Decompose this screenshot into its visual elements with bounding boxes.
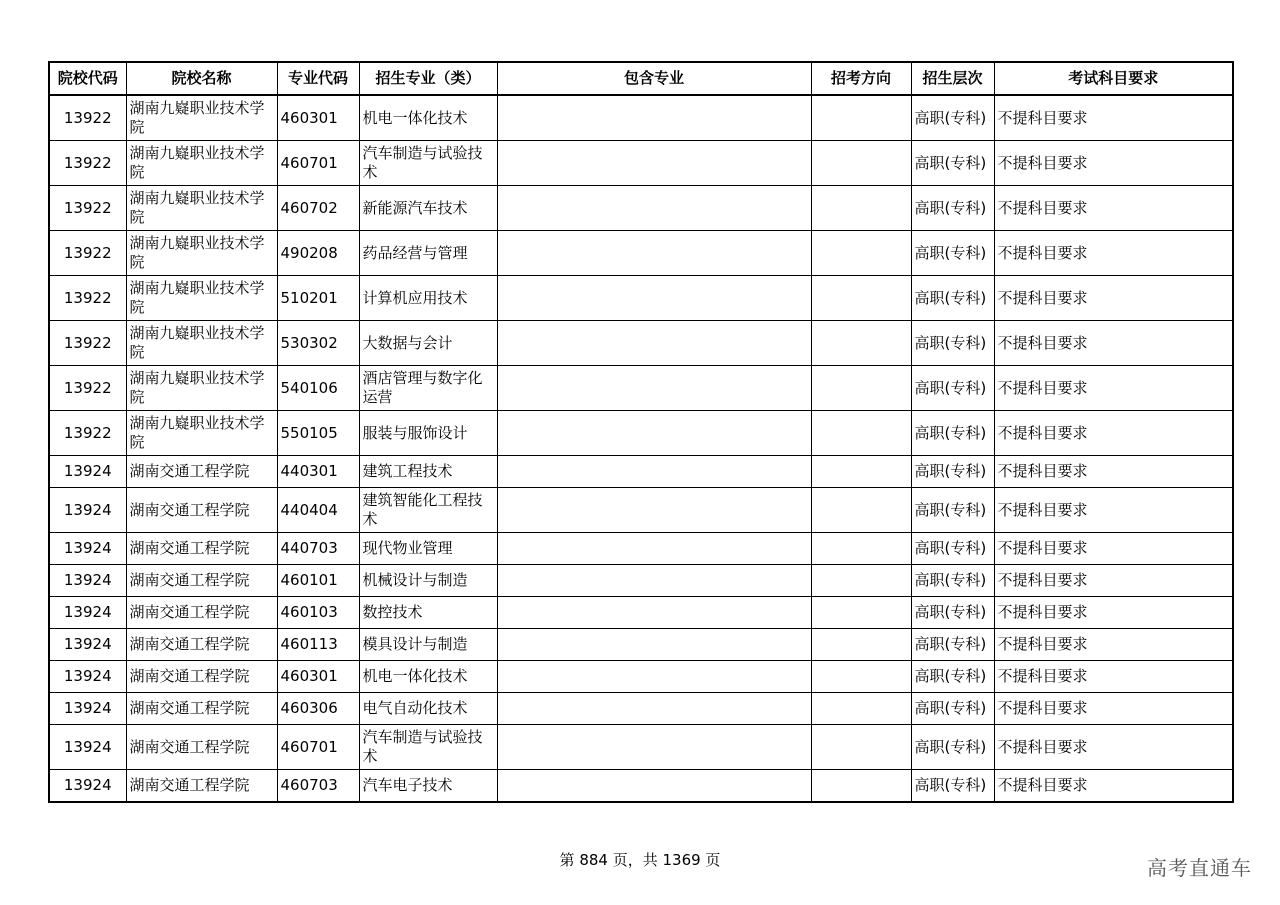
- cell-major: 服装与服饰设计: [359, 411, 497, 456]
- cell-direction: [811, 725, 911, 770]
- cell-requirement: 不提科目要求: [994, 186, 1233, 231]
- cell-major-code: 460301: [277, 95, 359, 141]
- page-footer: 第 884 页，共 1369 页: [559, 851, 721, 869]
- cell-included-majors: [497, 661, 811, 693]
- header-direction: 招考方向: [811, 62, 911, 95]
- cell-school-code: 13922: [49, 276, 126, 321]
- table-row: [49, 366, 1233, 411]
- watermark: 高考直通车: [1147, 856, 1252, 880]
- header-school-code: 院校代码: [49, 62, 126, 95]
- cell-school-name: 湖南九嶷职业技术学院: [126, 141, 277, 186]
- cell-level: 高职(专科): [911, 276, 994, 321]
- cell-direction: [811, 629, 911, 661]
- cell-level: 高职(专科): [911, 488, 994, 533]
- cell-school-code: 13924: [49, 565, 126, 597]
- cell-major-code: 510201: [277, 276, 359, 321]
- cell-direction: [811, 231, 911, 276]
- table-row: [49, 725, 1233, 770]
- cell-requirement: 不提科目要求: [994, 411, 1233, 456]
- table-row: [49, 770, 1233, 803]
- cell-included-majors: [497, 565, 811, 597]
- cell-level: 高职(专科): [911, 141, 994, 186]
- cell-school-code: 13924: [49, 693, 126, 725]
- cell-requirement: 不提科目要求: [994, 321, 1233, 366]
- cell-major-code: 460703: [277, 770, 359, 803]
- cell-major: 数控技术: [359, 597, 497, 629]
- cell-major-code: 460701: [277, 141, 359, 186]
- cell-requirement: 不提科目要求: [994, 141, 1233, 186]
- cell-included-majors: [497, 366, 811, 411]
- cell-major-code: 460306: [277, 693, 359, 725]
- cell-requirement: 不提科目要求: [994, 456, 1233, 488]
- cell-major: 大数据与会计: [359, 321, 497, 366]
- cell-requirement: 不提科目要求: [994, 366, 1233, 411]
- cell-school-code: 13922: [49, 141, 126, 186]
- table-row: [49, 276, 1233, 321]
- cell-level: 高职(专科): [911, 533, 994, 565]
- cell-included-majors: [497, 276, 811, 321]
- table-body: [49, 95, 1233, 802]
- cell-included-majors: [497, 95, 811, 141]
- header-level: 招生层次: [911, 62, 994, 95]
- cell-school-name: 湖南交通工程学院: [126, 770, 277, 803]
- cell-school-name: 湖南交通工程学院: [126, 661, 277, 693]
- cell-included-majors: [497, 456, 811, 488]
- header-included-majors: 包含专业: [497, 62, 811, 95]
- cell-requirement: 不提科目要求: [994, 231, 1233, 276]
- cell-requirement: 不提科目要求: [994, 533, 1233, 565]
- cell-direction: [811, 366, 911, 411]
- cell-major: 酒店管理与数字化运营: [359, 366, 497, 411]
- cell-major: 计算机应用技术: [359, 276, 497, 321]
- cell-included-majors: [497, 629, 811, 661]
- cell-school-name: 湖南交通工程学院: [126, 565, 277, 597]
- cell-level: 高职(专科): [911, 321, 994, 366]
- table-row: [49, 321, 1233, 366]
- cell-direction: [811, 533, 911, 565]
- cell-major: 现代物业管理: [359, 533, 497, 565]
- cell-school-code: 13922: [49, 366, 126, 411]
- header-major: 招生专业（类）: [359, 62, 497, 95]
- cell-major: 机械设计与制造: [359, 565, 497, 597]
- cell-direction: [811, 321, 911, 366]
- cell-school-code: 13922: [49, 186, 126, 231]
- cell-school-name: 湖南九嶷职业技术学院: [126, 231, 277, 276]
- cell-school-code: 13924: [49, 488, 126, 533]
- cell-school-code: 13922: [49, 95, 126, 141]
- cell-requirement: 不提科目要求: [994, 661, 1233, 693]
- cell-included-majors: [497, 770, 811, 803]
- cell-major-code: 490208: [277, 231, 359, 276]
- cell-direction: [811, 597, 911, 629]
- header-school-name: 院校名称: [126, 62, 277, 95]
- cell-school-code: 13924: [49, 629, 126, 661]
- cell-direction: [811, 186, 911, 231]
- cell-school-code: 13922: [49, 411, 126, 456]
- cell-school-name: 湖南九嶷职业技术学院: [126, 95, 277, 141]
- cell-major-code: 550105: [277, 411, 359, 456]
- cell-included-majors: [497, 186, 811, 231]
- table-row: [49, 456, 1233, 488]
- cell-school-name: 湖南九嶷职业技术学院: [126, 366, 277, 411]
- cell-requirement: 不提科目要求: [994, 693, 1233, 725]
- cell-school-name: 湖南交通工程学院: [126, 725, 277, 770]
- cell-major: 新能源汽车技术: [359, 186, 497, 231]
- cell-major: 建筑智能化工程技术: [359, 488, 497, 533]
- cell-level: 高职(专科): [911, 231, 994, 276]
- cell-direction: [811, 693, 911, 725]
- cell-school-name: 湖南九嶷职业技术学院: [126, 411, 277, 456]
- cell-included-majors: [497, 597, 811, 629]
- cell-level: 高职(专科): [911, 95, 994, 141]
- cell-school-name: 湖南交通工程学院: [126, 693, 277, 725]
- cell-school-name: 湖南交通工程学院: [126, 533, 277, 565]
- cell-requirement: 不提科目要求: [994, 488, 1233, 533]
- cell-included-majors: [497, 533, 811, 565]
- cell-direction: [811, 95, 911, 141]
- cell-school-code: 13922: [49, 321, 126, 366]
- cell-included-majors: [497, 488, 811, 533]
- cell-major-code: 440301: [277, 456, 359, 488]
- cell-major-code: 460113: [277, 629, 359, 661]
- cell-major-code: 530302: [277, 321, 359, 366]
- cell-requirement: 不提科目要求: [994, 565, 1233, 597]
- cell-direction: [811, 661, 911, 693]
- cell-level: 高职(专科): [911, 770, 994, 803]
- cell-direction: [811, 456, 911, 488]
- cell-major-code: 460103: [277, 597, 359, 629]
- cell-major: 模具设计与制造: [359, 629, 497, 661]
- table-row: [49, 411, 1233, 456]
- table-row: [49, 693, 1233, 725]
- cell-level: 高职(专科): [911, 456, 994, 488]
- cell-school-name: 湖南九嶷职业技术学院: [126, 276, 277, 321]
- cell-direction: [811, 141, 911, 186]
- table-row: [49, 661, 1233, 693]
- cell-level: 高职(专科): [911, 661, 994, 693]
- cell-requirement: 不提科目要求: [994, 597, 1233, 629]
- table-row: [49, 488, 1233, 533]
- cell-included-majors: [497, 725, 811, 770]
- cell-school-code: 13924: [49, 770, 126, 803]
- cell-direction: [811, 411, 911, 456]
- cell-school-name: 湖南交通工程学院: [126, 597, 277, 629]
- cell-included-majors: [497, 141, 811, 186]
- cell-requirement: 不提科目要求: [994, 770, 1233, 803]
- table-row: [49, 141, 1233, 186]
- cell-school-name: 湖南九嶷职业技术学院: [126, 186, 277, 231]
- cell-major: 汽车电子技术: [359, 770, 497, 803]
- cell-major-code: 460101: [277, 565, 359, 597]
- cell-school-code: 13924: [49, 533, 126, 565]
- cell-major: 药品经营与管理: [359, 231, 497, 276]
- cell-major: 建筑工程技术: [359, 456, 497, 488]
- cell-school-name: 湖南交通工程学院: [126, 488, 277, 533]
- cell-requirement: 不提科目要求: [994, 95, 1233, 141]
- cell-major-code: 440703: [277, 533, 359, 565]
- cell-level: 高职(专科): [911, 565, 994, 597]
- cell-level: 高职(专科): [911, 693, 994, 725]
- cell-major-code: 540106: [277, 366, 359, 411]
- cell-direction: [811, 770, 911, 803]
- cell-direction: [811, 565, 911, 597]
- cell-direction: [811, 276, 911, 321]
- cell-major-code: 460702: [277, 186, 359, 231]
- cell-included-majors: [497, 411, 811, 456]
- cell-major: 汽车制造与试验技术: [359, 725, 497, 770]
- header-requirement: 考试科目要求: [994, 62, 1233, 95]
- cell-school-code: 13924: [49, 661, 126, 693]
- cell-level: 高职(专科): [911, 629, 994, 661]
- cell-major-code: 440404: [277, 488, 359, 533]
- cell-included-majors: [497, 693, 811, 725]
- header-major-code: 专业代码: [277, 62, 359, 95]
- cell-requirement: 不提科目要求: [994, 725, 1233, 770]
- cell-school-code: 13924: [49, 597, 126, 629]
- header-row: [49, 62, 1233, 95]
- admission-table: [48, 61, 1234, 803]
- cell-major: 机电一体化技术: [359, 95, 497, 141]
- cell-requirement: 不提科目要求: [994, 629, 1233, 661]
- cell-direction: [811, 488, 911, 533]
- cell-level: 高职(专科): [911, 597, 994, 629]
- cell-school-name: 湖南九嶷职业技术学院: [126, 321, 277, 366]
- cell-level: 高职(专科): [911, 411, 994, 456]
- cell-major: 汽车制造与试验技术: [359, 141, 497, 186]
- cell-school-code: 13924: [49, 456, 126, 488]
- table-row: [49, 533, 1233, 565]
- cell-requirement: 不提科目要求: [994, 276, 1233, 321]
- cell-school-name: 湖南交通工程学院: [126, 629, 277, 661]
- cell-major: 电气自动化技术: [359, 693, 497, 725]
- cell-major-code: 460301: [277, 661, 359, 693]
- cell-included-majors: [497, 231, 811, 276]
- cell-level: 高职(专科): [911, 186, 994, 231]
- cell-school-code: 13924: [49, 725, 126, 770]
- table-row: [49, 597, 1233, 629]
- cell-included-majors: [497, 321, 811, 366]
- cell-school-name: 湖南交通工程学院: [126, 456, 277, 488]
- cell-major: 机电一体化技术: [359, 661, 497, 693]
- table-row: [49, 629, 1233, 661]
- table-row: [49, 565, 1233, 597]
- cell-level: 高职(专科): [911, 366, 994, 411]
- table-row: [49, 186, 1233, 231]
- cell-major-code: 460701: [277, 725, 359, 770]
- cell-school-code: 13922: [49, 231, 126, 276]
- table-row: [49, 231, 1233, 276]
- cell-level: 高职(专科): [911, 725, 994, 770]
- table-row: [49, 95, 1233, 141]
